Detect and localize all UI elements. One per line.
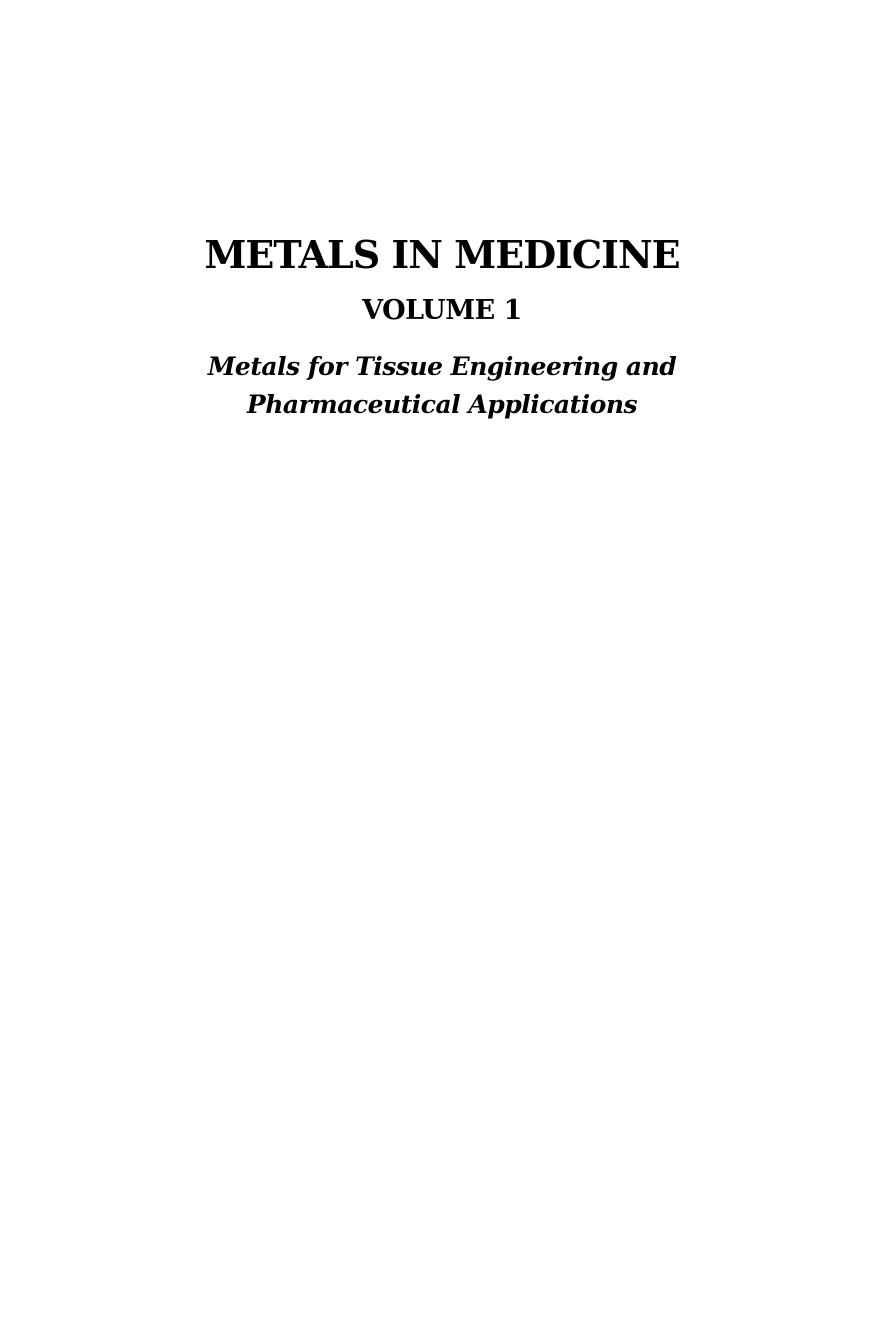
subtitle-line-2: Pharmaceutical Applications [246,390,638,419]
book-title: METALS IN MEDICINE [204,232,680,277]
subtitle-line-1: Metals for Tissue Engineering and [207,352,677,381]
book-subtitle [0,348,884,424]
title-page [0,228,884,424]
volume-label: VOLUME 1 [362,295,522,326]
